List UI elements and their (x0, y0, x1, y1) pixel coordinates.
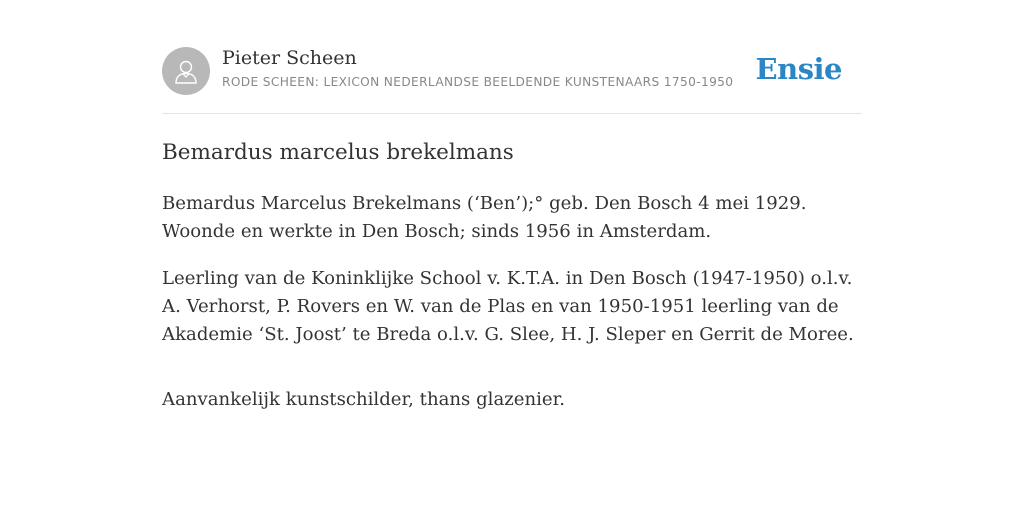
article-card (162, 0, 862, 512)
avatar[interactable] (162, 47, 210, 95)
source-label[interactable]: RODE SCHEEN: LEXICON NEDERLANDSE BEELDENDE KUNSTENAARS 1750-1950 (222, 75, 734, 89)
user-silhouette-icon (172, 57, 200, 85)
paragraph: Bemardus Marcelus Brekelmans (‘Ben’);° geb. Den Bosch 4 mei 1929. Woonde en werkte in Den Bosch; sinds 1956 in Amsterdam. (162, 193, 807, 242)
article-title: Bemardus marcelus brekelmans (162, 140, 514, 165)
divider (162, 113, 862, 114)
author-name[interactable]: Pieter Scheen (222, 47, 357, 69)
paragraph: Leerling van de Koninklijke School v. K.T.A. in Den Bosch (1947-1950) o.l.v. A. Verhorst, P. Rovers en W. van de Plas en van 1950-1951 leerling van de Akademie ‘St. Joost’ te Breda o.l.v. G. Slee, H. J. Sleper en Gerrit de Moree. (162, 268, 854, 345)
article-header (162, 46, 862, 96)
brand-logo[interactable]: Ensie (755, 52, 842, 86)
paragraph: Aanvankelijk kunstschilder, thans glazenier. (162, 389, 566, 410)
article-body (162, 190, 862, 433)
